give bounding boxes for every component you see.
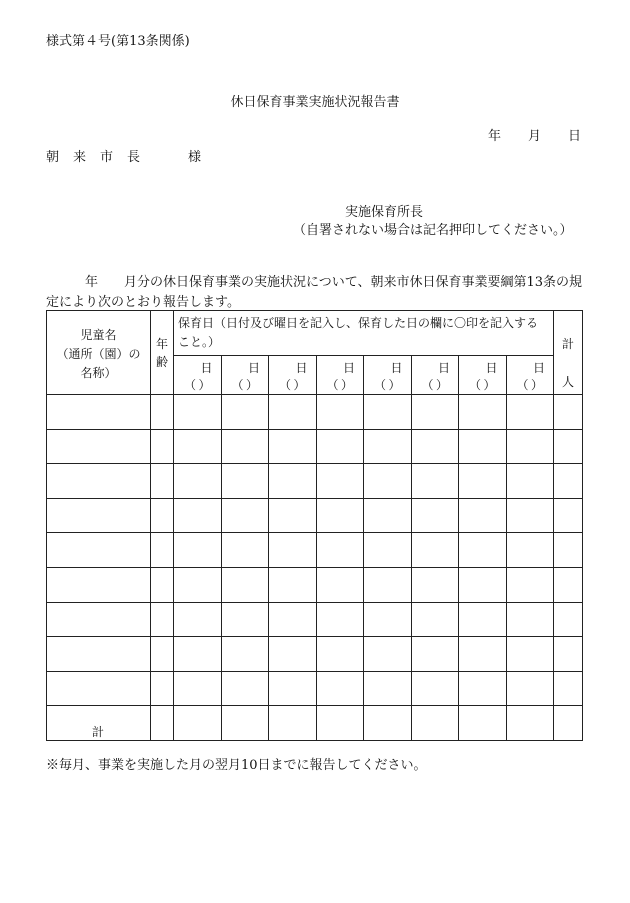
table-cell — [47, 567, 151, 602]
day-header-cell — [411, 356, 459, 395]
table-cell — [174, 602, 222, 637]
report-table — [46, 310, 583, 741]
table-cell — [316, 533, 364, 568]
table-cell — [174, 498, 222, 533]
table-cell — [506, 706, 554, 741]
table-cell — [554, 498, 583, 533]
header-age-line2: 齢 — [155, 354, 168, 369]
table-cell — [151, 395, 174, 430]
table-cell — [411, 464, 459, 499]
weekday-paren-open: （ — [279, 378, 292, 392]
header-age — [151, 311, 174, 395]
table-cell — [459, 464, 507, 499]
table-cell — [174, 706, 222, 741]
table-cell — [221, 567, 269, 602]
total-row-label: 計 — [92, 724, 105, 739]
table-cell — [316, 637, 364, 672]
weekday-paren-open: （ — [231, 378, 244, 392]
table-cell — [554, 602, 583, 637]
table-cell — [47, 464, 151, 499]
day-label: 日 — [200, 361, 213, 375]
weekday-paren-close: ） — [435, 378, 448, 392]
table-cell — [316, 395, 364, 430]
table-cell — [411, 602, 459, 637]
header-child-name — [47, 311, 151, 395]
day-label: 日 — [533, 361, 546, 375]
table-cell — [174, 429, 222, 464]
table-cell — [269, 429, 317, 464]
addressee-honorific: 様 — [188, 150, 202, 165]
table-cell — [554, 464, 583, 499]
table-body — [47, 395, 583, 741]
table-row — [47, 637, 583, 672]
document-title: 休日保育事業実施状況報告書 — [230, 95, 400, 110]
table-cell — [269, 464, 317, 499]
table-cell — [411, 395, 459, 430]
table-cell — [269, 533, 317, 568]
table-cell — [506, 602, 554, 637]
table-cell — [151, 602, 174, 637]
table-cell — [221, 498, 269, 533]
footnote: ※毎月、事業を実施した月の翌月10日までに報告してください。 — [46, 758, 427, 773]
report-body-text: 年 月分の休日保育事業の実施状況について、朝来市休日保育事業要綱第13条の規定により次のとおり報告します。 — [46, 275, 583, 310]
table-cell — [459, 637, 507, 672]
table-cell — [221, 464, 269, 499]
table-cell — [151, 567, 174, 602]
table-cell — [269, 637, 317, 672]
date-day-label: 日 — [568, 129, 582, 144]
table-cell — [151, 671, 174, 706]
table-cell — [506, 567, 554, 602]
addressee-name: 朝 来 市 長 — [46, 150, 141, 165]
table-cell — [554, 429, 583, 464]
day-header-cell — [364, 356, 412, 395]
table-cell — [459, 706, 507, 741]
table-cell — [459, 395, 507, 430]
table-cell — [364, 395, 412, 430]
table-cell — [459, 567, 507, 602]
table-cell — [221, 637, 269, 672]
table-cell — [506, 498, 554, 533]
table-cell — [174, 637, 222, 672]
table-cell — [151, 706, 174, 741]
table-cell — [316, 464, 364, 499]
day-label: 日 — [390, 361, 403, 375]
table-cell — [151, 533, 174, 568]
day-label: 日 — [295, 361, 308, 375]
table-cell — [364, 706, 412, 741]
table-cell — [411, 533, 459, 568]
table-cell — [269, 706, 317, 741]
table-cell — [221, 602, 269, 637]
table-cell — [459, 602, 507, 637]
weekday-paren-close: ） — [531, 378, 544, 392]
header-care-days: 保育日（日付及び曜日を記入し、保育した日の欄に〇印を記入すること。） — [174, 311, 554, 356]
table-cell — [364, 567, 412, 602]
table-cell — [364, 637, 412, 672]
table-cell — [151, 429, 174, 464]
header-total-line1: 計 — [562, 337, 575, 351]
signature-note: （自署されない場合は記名押印してください。） — [293, 223, 573, 238]
table-row — [47, 429, 583, 464]
table-cell — [269, 498, 317, 533]
table-cell — [151, 498, 174, 533]
weekday-paren-close: ） — [388, 378, 401, 392]
table-cell — [364, 498, 412, 533]
form-number: 様式第４号(第13条関係) — [46, 34, 190, 49]
table-cell — [411, 498, 459, 533]
table-row — [47, 671, 583, 706]
table-cell — [174, 567, 222, 602]
table-row — [47, 602, 583, 637]
table-cell — [269, 567, 317, 602]
table-cell — [174, 464, 222, 499]
table-cell — [506, 637, 554, 672]
weekday-paren-close: ） — [483, 378, 496, 392]
date-year-label: 年 — [488, 129, 502, 144]
weekday-paren-open: （ — [469, 378, 482, 392]
table-cell — [269, 671, 317, 706]
table-cell — [506, 533, 554, 568]
header-total — [554, 311, 583, 395]
header-age-line1: 年 — [155, 336, 168, 351]
table-cell — [47, 395, 151, 430]
table-cell — [554, 533, 583, 568]
table-cell — [221, 533, 269, 568]
day-label: 日 — [342, 361, 355, 375]
day-header-cell — [506, 356, 554, 395]
table-cell — [506, 395, 554, 430]
weekday-paren-open: （ — [184, 378, 197, 392]
table-cell — [459, 429, 507, 464]
table-cell — [364, 464, 412, 499]
table-cell — [47, 429, 151, 464]
table-cell — [47, 498, 151, 533]
table-cell — [269, 395, 317, 430]
table-cell — [364, 671, 412, 706]
table-cell — [316, 498, 364, 533]
weekday-paren-close: ） — [198, 378, 211, 392]
day-header-cell — [221, 356, 269, 395]
table-cell — [316, 671, 364, 706]
table-cell — [47, 533, 151, 568]
table-cell — [174, 395, 222, 430]
table-row — [47, 498, 583, 533]
weekday-paren-open: （ — [421, 378, 434, 392]
table-cell — [411, 706, 459, 741]
table-cell — [506, 464, 554, 499]
weekday-paren-open: （ — [374, 378, 387, 392]
table-row — [47, 533, 583, 568]
weekday-paren-close: ） — [340, 378, 353, 392]
day-label: 日 — [437, 361, 450, 375]
table-cell — [221, 429, 269, 464]
table-cell — [174, 671, 222, 706]
table-cell — [554, 671, 583, 706]
table-cell — [364, 602, 412, 637]
day-header-cell — [459, 356, 507, 395]
weekday-paren-open: （ — [326, 378, 339, 392]
table-cell — [506, 671, 554, 706]
table-cell — [47, 706, 151, 741]
table-cell — [554, 706, 583, 741]
table-cell — [459, 498, 507, 533]
table-cell — [316, 567, 364, 602]
table-cell — [47, 637, 151, 672]
date-month-label: 月 — [528, 129, 542, 144]
header-total-line2: 人 — [562, 375, 575, 389]
day-header-cell — [316, 356, 364, 395]
table-cell — [151, 464, 174, 499]
weekday-paren-open: （ — [516, 378, 529, 392]
table-cell — [269, 602, 317, 637]
table-cell — [316, 429, 364, 464]
table-cell — [411, 567, 459, 602]
day-header-cell — [174, 356, 222, 395]
header-child-name-line3: 名称） — [80, 366, 117, 380]
table-row — [47, 395, 583, 430]
table-cell — [411, 671, 459, 706]
day-header-cell — [269, 356, 317, 395]
table-cell — [364, 429, 412, 464]
table-cell — [221, 706, 269, 741]
table-cell — [364, 533, 412, 568]
table-row — [47, 464, 583, 499]
table-cell — [411, 429, 459, 464]
table-cell — [411, 637, 459, 672]
header-child-name-line1: 児童名 — [80, 328, 117, 342]
total-row — [47, 706, 583, 741]
provider-label: 実施保育所長 — [345, 205, 424, 220]
day-label: 日 — [485, 361, 498, 375]
table-cell — [47, 602, 151, 637]
day-label: 日 — [247, 361, 260, 375]
table-cell — [316, 602, 364, 637]
table-cell — [459, 671, 507, 706]
table-cell — [554, 637, 583, 672]
table-cell — [554, 395, 583, 430]
table-cell — [151, 637, 174, 672]
weekday-paren-close: ） — [293, 378, 306, 392]
header-child-name-line2: （通所（園）の — [56, 347, 141, 361]
table-cell — [47, 671, 151, 706]
table-cell — [506, 429, 554, 464]
table-cell — [221, 671, 269, 706]
table-cell — [221, 395, 269, 430]
table-cell — [174, 533, 222, 568]
table-cell — [316, 706, 364, 741]
table-row — [47, 567, 583, 602]
table-cell — [459, 533, 507, 568]
weekday-paren-close: ） — [245, 378, 258, 392]
table-cell — [554, 567, 583, 602]
